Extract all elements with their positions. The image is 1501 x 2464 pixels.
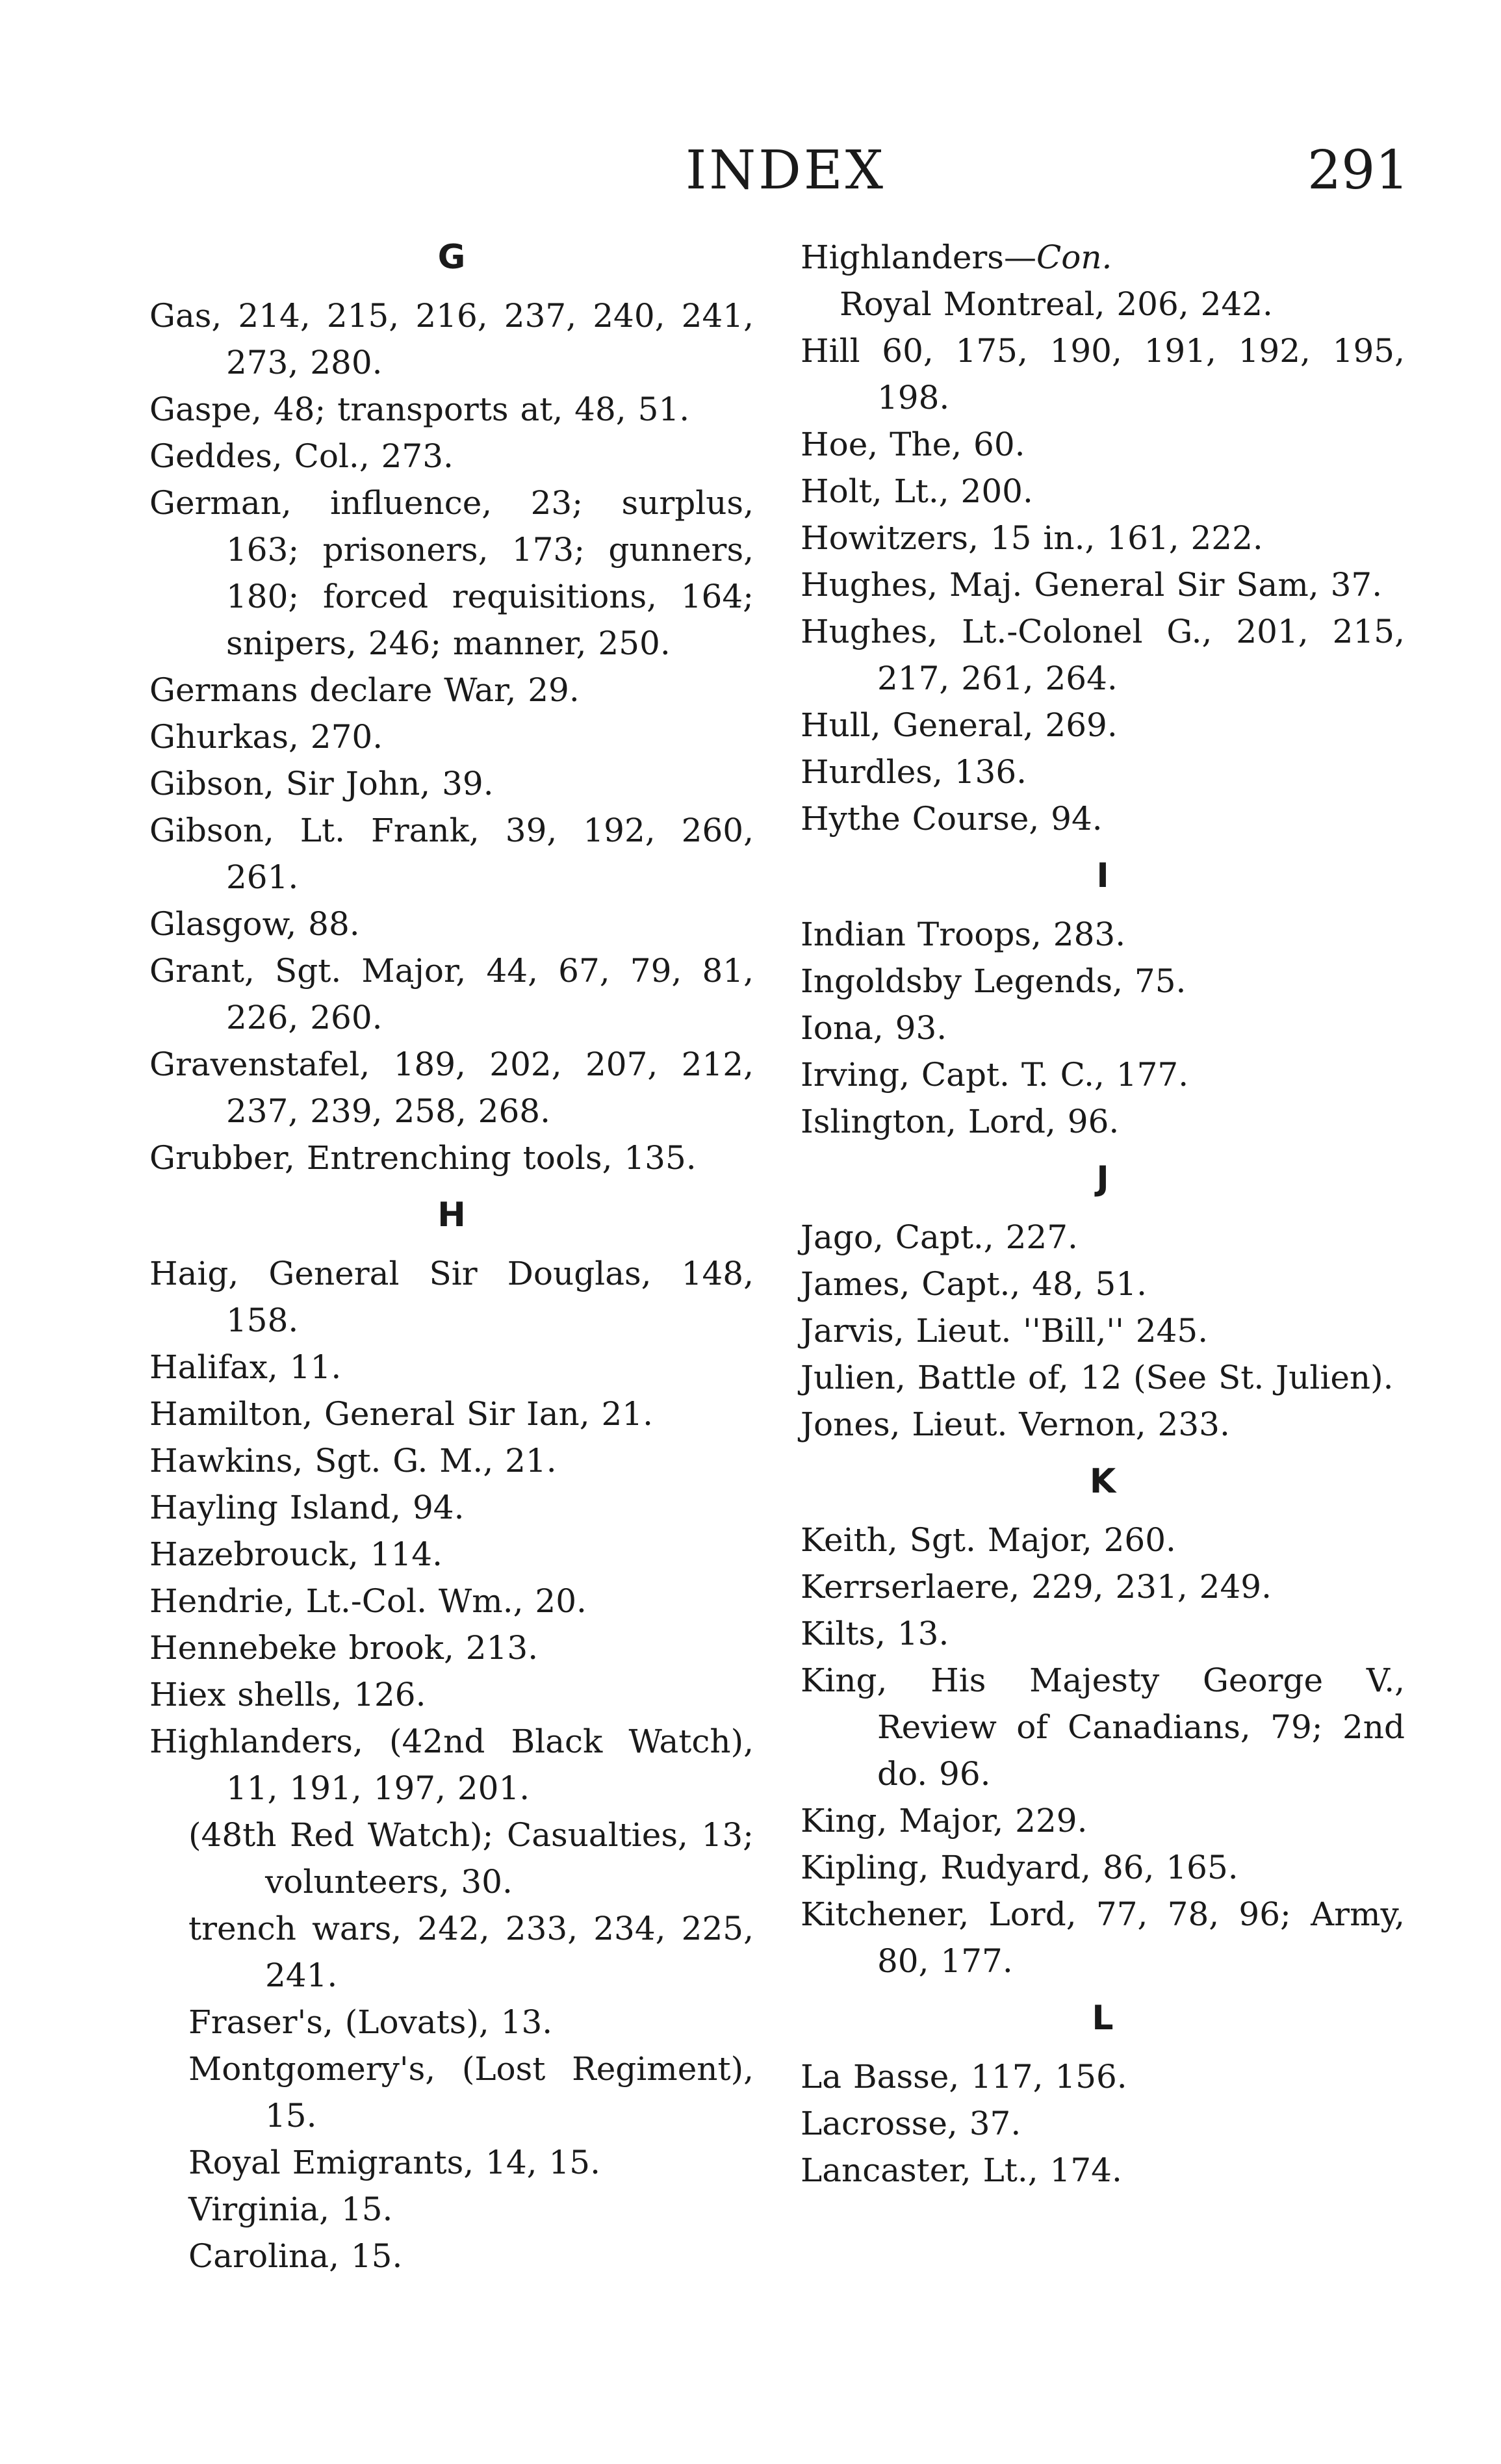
index-entry: Grant, Sgt. Major, 44, 67, 79, 81, 226, 260. <box>149 952 754 1036</box>
index-entry: Hayling Island, 94. <box>149 1489 465 1526</box>
index-subentry: Fraser's, (Lovats), 13. <box>188 2003 553 2041</box>
index-entry: German, influence, 23; surplus, 163; prisoners, 173; gunners, 180; forced requisitions, 164; snipers, 246; manner, 250. <box>149 484 754 662</box>
index-entry: Highlanders, (42nd Black Watch), 11, 191, 197, 201. <box>149 1723 754 1807</box>
index-entry: Kerrserlaere, 229, 231, 249. <box>801 1568 1272 1606</box>
index-entry: Ingoldsby Legends, 75. <box>801 962 1187 1000</box>
section-letter-l: L <box>1092 1999 1114 2038</box>
index-entry: Keith, Sgt. Major, 260. <box>801 1521 1176 1559</box>
index-entry: Gaspe, 48; transports at, 48, 51. <box>149 391 690 428</box>
index-subentry: (48th Red Watch); Casualties, 13; volunteers, 30. <box>188 1816 754 1901</box>
index-entry: Jones, Lieut. Vernon, 233. <box>801 1405 1230 1443</box>
index-entry: Lancaster, Lt., 174. <box>801 2151 1122 2189</box>
section-letter-i: I <box>1096 856 1109 895</box>
index-column-left <box>149 234 754 2279</box>
index-entry: Islington, Lord, 96. <box>801 1103 1120 1140</box>
index-entry: Hill 60, 175, 190, 191, 192, 195, 198. <box>801 332 1405 417</box>
index-entry: Julien, Battle of, 12 (See St. Julien). <box>801 1359 1394 1396</box>
index-entry: Grubber, Entrenching tools, 135. <box>149 1139 697 1177</box>
section-letter-k: K <box>1089 1462 1116 1501</box>
index-entry: Hurdles, 136. <box>801 753 1027 791</box>
index-entry: Lacrosse, 37. <box>801 2105 1021 2142</box>
index-entry: Gas, 214, 215, 216, 237, 240, 241, 273, 280. <box>149 297 754 381</box>
index-entry: Kilts, 13. <box>801 1615 949 1652</box>
index-entry: Gravenstafel, 189, 202, 207, 212, 237, 239, 258, 268. <box>149 1046 754 1130</box>
index-subentry: trench wars, 242, 233, 234, 225, 241. <box>188 1910 754 1994</box>
index-entry: La Basse, 117, 156. <box>801 2058 1127 2096</box>
index-entry: Hoe, The, 60. <box>801 426 1025 463</box>
continuation-heading <box>801 234 1405 281</box>
index-entry: Irving, Capt. T. C., 177. <box>801 1056 1189 1094</box>
page-number: 291 <box>1307 140 1409 201</box>
page-title: INDEX <box>686 140 886 201</box>
index-entry: Gibson, Sir John, 39. <box>149 765 494 802</box>
continuation-marker: Con. <box>1036 238 1112 276</box>
index-entry: Jarvis, Lieut. ''Bill,'' 245. <box>801 1312 1209 1350</box>
index-entry: Hennebeke brook, 213. <box>149 1629 539 1667</box>
index-entry: Hiex shells, 126. <box>149 1676 426 1713</box>
index-entry: Indian Troops, 283. <box>801 916 1126 953</box>
index-entry: King, Major, 229. <box>801 1802 1088 1840</box>
index-entry: King, His Majesty George V., Review of Canadians, 79; 2nd do. 96. <box>801 1662 1405 1793</box>
index-subentry: Carolina, 15. <box>188 2237 403 2275</box>
index-entry: Iona, 93. <box>801 1009 947 1047</box>
section-letter-g: G <box>437 238 466 277</box>
index-entry: Gibson, Lt. Frank, 39, 192, 260, 261. <box>149 812 754 896</box>
index-entry: Hull, General, 269. <box>801 706 1118 744</box>
index-entry: Jago, Capt., 227. <box>801 1218 1078 1256</box>
index-entry: Geddes, Col., 273. <box>149 437 454 475</box>
index-entry: Hazebrouck, 114. <box>149 1535 443 1573</box>
section-letter-h: H <box>437 1196 466 1235</box>
index-entry: Kipling, Rudyard, 86, 165. <box>801 1849 1238 1886</box>
continuation-prefix: Highlanders— <box>801 238 1036 276</box>
index-entry: Hughes, Lt.-Colonel G., 201, 215, 217, 261, 264. <box>801 613 1405 697</box>
page-header <box>0 140 1501 205</box>
index-entry: Howitzers, 15 in., 161, 222. <box>801 519 1263 557</box>
section-letter-j: J <box>1096 1159 1109 1198</box>
index-entry: Hendrie, Lt.-Col. Wm., 20. <box>149 1582 587 1620</box>
index-entry: Germans declare War, 29. <box>149 671 580 709</box>
index-entry: Holt, Lt., 200. <box>801 472 1033 510</box>
index-entry: Haig, General Sir Douglas, 148, 158. <box>149 1255 754 1339</box>
index-entry: Hythe Course, 94. <box>801 800 1103 838</box>
index-subentry: Royal Montreal, 206, 242. <box>840 285 1273 323</box>
index-subentry: Montgomery's, (Lost Regiment), 15. <box>188 2050 754 2135</box>
index-entry: James, Capt., 48, 51. <box>801 1265 1148 1303</box>
index-entry: Ghurkas, 270. <box>149 718 383 756</box>
index-column-right <box>801 234 1405 2194</box>
index-entry: Kitchener, Lord, 77, 78, 96; Army, 80, 177. <box>801 1895 1405 1980</box>
index-entry: Hawkins, Sgt. G. M., 21. <box>149 1442 557 1480</box>
index-entry: Halifax, 11. <box>149 1348 342 1386</box>
index-subentry: Royal Emigrants, 14, 15. <box>188 2144 600 2181</box>
index-entry: Hamilton, General Sir Ian, 21. <box>149 1395 654 1433</box>
index-subentry: Virginia, 15. <box>188 2190 393 2228</box>
index-entry: Hughes, Maj. General Sir Sam, 37. <box>801 566 1383 604</box>
index-entry: Glasgow, 88. <box>149 905 360 943</box>
